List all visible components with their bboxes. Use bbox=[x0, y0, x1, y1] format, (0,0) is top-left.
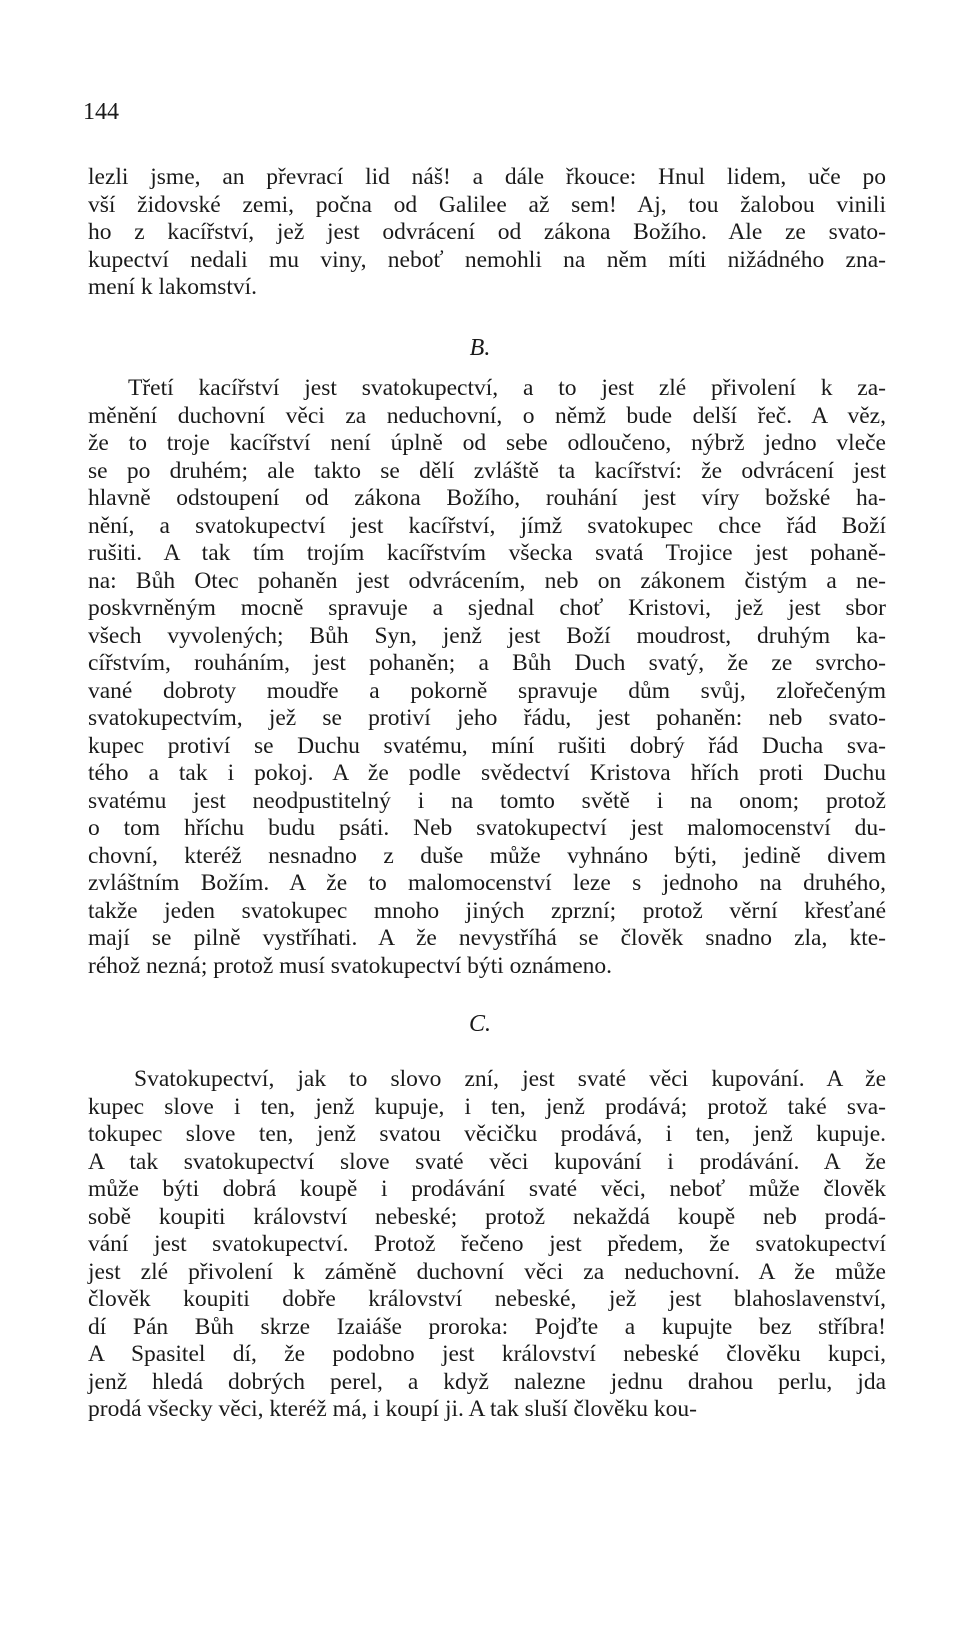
text-line: tokupec slove ten, jenž svatou věcičku prodává, i ten, jenž kupuje. bbox=[88, 1121, 886, 1147]
text-line: A Spasitel dí, že podobno jest království nebeské člověku kupci, bbox=[88, 1341, 886, 1367]
paragraph-c bbox=[88, 1066, 886, 1424]
text-line: že to troje kacířství není úplně od sebe odloučeno, nýbrž jedno vleče bbox=[88, 430, 886, 456]
text-line: ho z kacířství, jež jest odvrácení od zákona Božího. Ale ze svato- bbox=[88, 219, 886, 245]
text-line: Třetí kacířství jest svatokupectví, a to jest zlé přivolení k za- bbox=[128, 375, 886, 401]
text-line: poskvrněným mocně spravuje a sjednal choť Kristovi, jež jest sbor bbox=[88, 595, 886, 621]
text-line: tého a tak i pokoj. A že podle svědectví Kristova hřích proti Duchu bbox=[88, 760, 886, 786]
text-line: takže jeden svatokupec mnoho jiných zprzní; protož věrní křesťané bbox=[88, 897, 886, 924]
text-line: kupec slove i ten, jenž kupuje, i ten, jenž prodává; protož také sva- bbox=[88, 1093, 886, 1120]
text-line: zvláštním Božím. A že to malomocenství leze s jednoho na druhého, bbox=[88, 870, 886, 896]
text-line: rušiti. A tak tím trojím kacířstvím všecka svatá Trojice jest pohaně- bbox=[88, 540, 886, 566]
text-line: všech vyvolených; Bůh Syn, jenž jest Boží moudrost, druhým ka- bbox=[88, 622, 886, 649]
text-line: lezli jsme, an převrací lid náš! a dále řkouce: Hnul lidem, uče po bbox=[88, 164, 886, 190]
text-line: hlavně odstoupení od zákona Božího, rouhání jest víry božské ha- bbox=[88, 485, 886, 511]
text-line: svatému jest neodpustitelný i na tomto světě i na onom; protož bbox=[88, 787, 886, 814]
text-line: cířstvím, rouháním, jest pohaněn; a Bůh Duch svatý, že ze svrcho- bbox=[88, 650, 886, 676]
text-line: jenž hledá dobrých perel, a když nalezne jednu drahou perlu, jda bbox=[88, 1368, 886, 1395]
text-line: réhož nezná; protož musí svatokupectví býti oznámeno. bbox=[88, 952, 613, 979]
text-line: jest zlé přivolení k záměně duchovní věci za neduchovní. A že může bbox=[88, 1258, 886, 1285]
paragraph-top bbox=[88, 164, 886, 302]
text-line: vání jest svatokupectví. Protož řečeno jest předem, že svatokupectví bbox=[88, 1231, 886, 1257]
text-line: svatokupectvím, jež se protiví jeho řádu, jest pohaněn: neb svato- bbox=[88, 705, 886, 731]
text-line: Svatokupectví, jak to slovo zní, jest svaté věci kupování. A že bbox=[134, 1066, 886, 1092]
text-line: kupec protiví se Duchu svatému, míní rušiti dobrý řád Ducha sva- bbox=[88, 732, 886, 759]
text-line: vané dobroty moudře a pokorně spravuje dům svůj, zlořečeným bbox=[88, 677, 886, 704]
section-heading-b: B. bbox=[469, 335, 491, 361]
paragraph-b bbox=[88, 375, 886, 980]
text-line: na: Bůh Otec pohaněn jest odvrácením, neb on zákonem čistým a ne- bbox=[88, 567, 886, 594]
text-line: nění, a svatokupectví jest kacířství, jímž svatokupec chce řád Boží bbox=[88, 512, 886, 539]
section-heading-c: C. bbox=[468, 1011, 491, 1037]
text-line: A tak svatokupectví slove svaté věci kupování i prodávání. A že bbox=[88, 1148, 886, 1175]
text-line: se po druhém; ale takto se dělí zvláště ta kacířství: že odvrácení jest bbox=[88, 457, 886, 484]
text-line: měnění duchovní věci za neduchovní, o němž bude delší řeč. A věz, bbox=[88, 402, 886, 429]
text-line: mají se pilně vystříhati. A že nevystříhá se člověk snadno zla, kte- bbox=[88, 925, 886, 951]
text-line: vší židovské zemi, počna od Galilee až sem! Aj, tou žalobou vinili bbox=[88, 191, 886, 218]
text-line: může býti dobrá koupě i prodávání svaté věci, neboť může člověk bbox=[88, 1176, 886, 1202]
text-line: mení k lakomství. bbox=[88, 274, 258, 300]
text-line: chovní, kteréž nesnadno z duše může vyhnáno býti, jedině divem bbox=[88, 842, 886, 869]
text-line: člověk koupiti dobře království nebeské, jež jest blahoslavenství, bbox=[88, 1286, 886, 1312]
text-line: kupectví nedali mu viny, neboť nemohli na něm míti nižádného zna- bbox=[88, 246, 886, 273]
text-line: prodá všecky věci, kteréž má, i koupí ji. A tak sluší člověku kou- bbox=[88, 1396, 697, 1422]
page-number: 144 bbox=[83, 99, 119, 125]
text-line: o tom hříchu budu psáti. Neb svatokupectví jest malomocenství du- bbox=[88, 815, 886, 841]
text-line: dí Pán Bůh skrze Izaiáše proroka: Pojďte a kupujte bez stříbra! bbox=[88, 1313, 886, 1340]
text-line: sobě koupiti království nebeské; protož nekaždá koupě neb prodá- bbox=[88, 1203, 886, 1230]
